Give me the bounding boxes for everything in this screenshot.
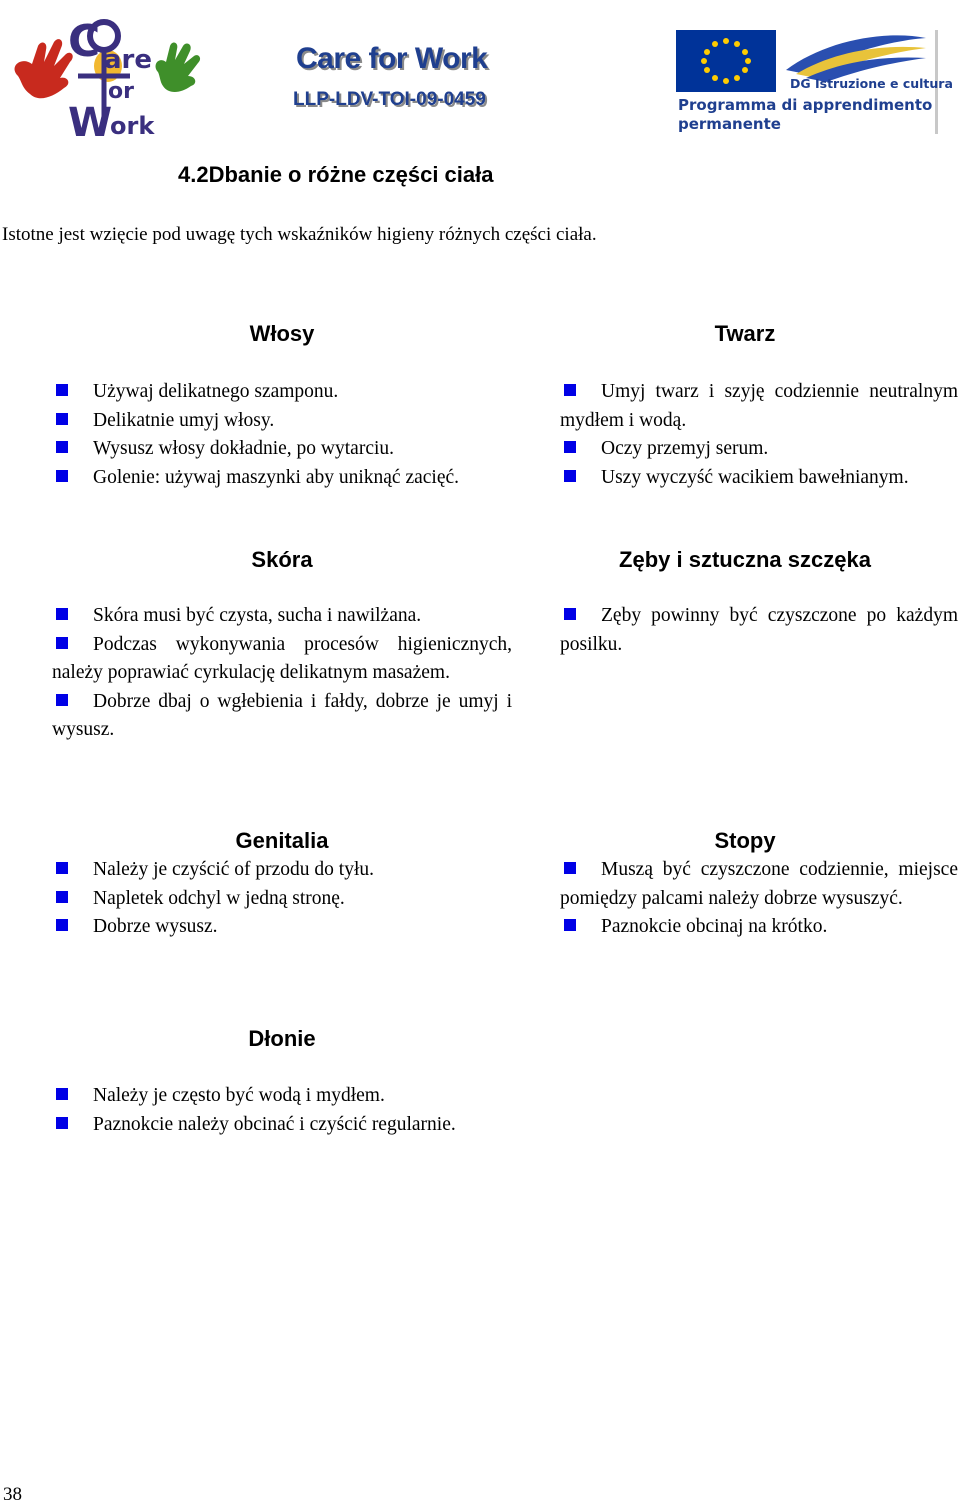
bullet-icon (56, 694, 68, 706)
list-item: Napletek odchyl w jedną stronę. (52, 885, 512, 914)
list-skora (52, 602, 512, 745)
list-item: Muszą być czyszczone codziennie, miejsce pomiędzy palcami należy dobrze wysuszyć. (560, 859, 958, 909)
list-item: Paznokcie należy obcinać i czyścić regularnie. (52, 1111, 512, 1140)
list-wlosy (52, 378, 512, 492)
list-item: Należy je często być wodą i mydłem. (52, 1082, 512, 1111)
list-genitalia (52, 856, 512, 942)
list-item: Paznokcie obcinaj na krótko. (560, 913, 958, 942)
list-item: Zęby powinny być czyszczone po każdym posilku. (560, 605, 958, 655)
heading-stopy: Stopy (714, 828, 776, 853)
list-zeby (560, 602, 958, 659)
list-item: Delikatnie umyj włosy. (52, 407, 512, 436)
list-item: Umyj twarz i szyję codziennie neutralnym mydłem i wodą. (560, 381, 958, 431)
list-item: Wysusz włosy dokładnie, po wytarciu. (52, 435, 512, 464)
bullet-icon (56, 637, 68, 649)
bullet-icon (56, 1088, 68, 1100)
list-item: Golenie: używaj maszynki aby uniknąć zacięć. (52, 464, 512, 493)
heading-zeby: Zęby i sztuczna szczęka (619, 547, 871, 572)
bullet-icon (56, 891, 68, 903)
bullet-icon (564, 608, 576, 620)
bullet-icon (564, 470, 576, 482)
heading-dlonie: Dłonie (248, 1026, 316, 1051)
list-item: Uszy wyczyść wacikiem bawełnianym. (560, 464, 958, 493)
bullet-icon (56, 413, 68, 425)
project-title: Care for Work (296, 42, 488, 75)
bullet-icon (56, 1117, 68, 1129)
svg-text:W: W (68, 100, 113, 146)
svg-text:ork: ork (110, 112, 155, 140)
heading-twarz: Twarz (714, 321, 776, 346)
list-dlonie (52, 1082, 512, 1139)
bullet-icon (56, 608, 68, 620)
svg-text:C: C (68, 16, 101, 67)
svg-text:or: or (108, 79, 134, 104)
bullet-icon (564, 384, 576, 396)
bullet-icon (56, 384, 68, 396)
bullet-icon (56, 862, 68, 874)
list-item: Używaj delikatnego szamponu. (52, 378, 512, 407)
project-code: LLP-LDV-TOI-09-0459 (293, 89, 486, 110)
bullet-icon (56, 441, 68, 453)
list-twarz (560, 378, 958, 492)
bullet-icon (56, 470, 68, 482)
bullet-icon (564, 862, 576, 874)
programme-label (678, 96, 932, 134)
heading-skora: Skóra (251, 547, 313, 572)
programme-line-1: Programma di apprendimento (678, 96, 933, 114)
page-number: 38 (3, 1484, 22, 1505)
heading-genitalia: Genitalia (235, 828, 329, 853)
heading-wlosy: Włosy (249, 321, 315, 346)
list-item: Dobrze dbaj o wgłebienia i fałdy, dobrze je umyj i wysusz. (52, 690, 512, 740)
svg-text:are: are (104, 45, 153, 75)
intro-text: Istotne jest wzięcie pod uwagę tych wskaźników higieny różnych części ciała. (2, 224, 597, 245)
list-item: Dobrze wysusz. (52, 913, 512, 942)
bullet-icon (564, 441, 576, 453)
programme-line-2: permanente (678, 115, 781, 133)
bullet-icon (56, 919, 68, 931)
care-for-work-logo (8, 6, 208, 146)
section-title: 4.2Dbanie o różne części ciała (178, 162, 494, 187)
bullet-icon (564, 919, 576, 931)
list-stopy (560, 856, 958, 942)
dg-label: DG Istruzione e cultura (790, 76, 953, 91)
list-item: Podczas wykonywania procesów higienicznych, należy poprawiać cyrkulację delikatnym masażem. (52, 633, 512, 683)
list-item: Skóra musi być czysta, sucha i nawilżana. (52, 602, 512, 631)
list-item: Należy je czyścić of przodu do tyłu. (52, 856, 512, 885)
list-item: Oczy przemyj serum. (560, 435, 958, 464)
